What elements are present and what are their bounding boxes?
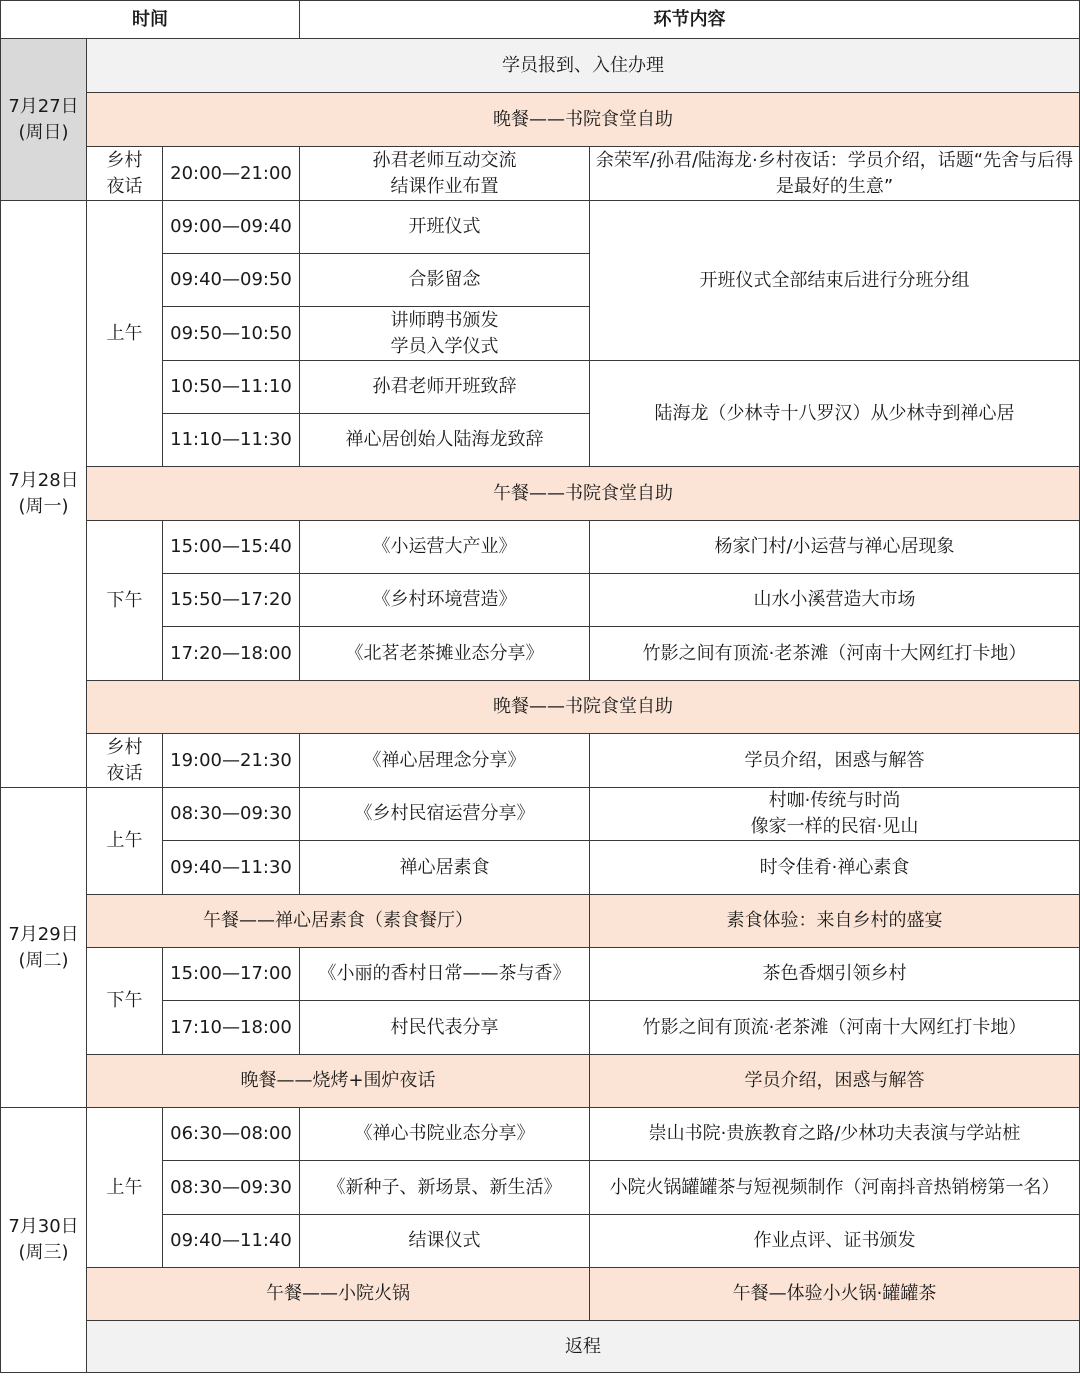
session-label: 上午 [87, 201, 163, 467]
return-row: 返程 [87, 1321, 1080, 1373]
topic-cell: 《北茗老茶摊业态分享》 [300, 627, 590, 681]
time-cell: 09:50—10:50 [163, 307, 300, 361]
time-cell: 09:40—11:40 [163, 1215, 300, 1268]
content-cell: 余荣军/孙君/陆海龙·乡村夜话：学员介绍，话题“先舍与后得是最好的生意” [590, 147, 1080, 201]
lunch-content: 素食体验：来自乡村的盛宴 [590, 895, 1080, 948]
content-cell: 竹影之间有顶流·老茶滩（河南十大网红打卡地） [590, 627, 1080, 681]
dinner-content: 学员介绍，困惑与解答 [590, 1055, 1080, 1108]
content-cell: 时令佳肴·禅心素食 [590, 841, 1080, 895]
time-cell: 20:00—21:00 [163, 147, 300, 201]
time-cell: 06:30—08:00 [163, 1108, 300, 1161]
date-jul30: 7月30日 (周三) [1, 1108, 87, 1373]
content-cell: 小院火锅罐罐茶与短视频制作（河南抖音热销榜第一名） [590, 1161, 1080, 1215]
time-cell: 15:00—15:40 [163, 521, 300, 574]
lunch-row: 午餐——禅心居素食（素食餐厅） [87, 895, 590, 948]
time-cell: 09:40—09:50 [163, 254, 300, 307]
dinner-row: 晚餐——书院食堂自助 [87, 681, 1080, 734]
topic-cell: 《乡村环境营造》 [300, 574, 590, 627]
time-cell: 15:00—17:00 [163, 948, 300, 1001]
lunch-row: 午餐——书院食堂自助 [87, 467, 1080, 521]
topic-cell: 《小丽的香村日常——茶与香》 [300, 948, 590, 1001]
time-cell: 19:00—21:30 [163, 734, 300, 788]
session-label: 下午 [87, 521, 163, 681]
topic-cell: 禅心居素食 [300, 841, 590, 895]
checkin-row: 学员报到、入住办理 [87, 39, 1080, 93]
header-content: 环节内容 [300, 1, 1080, 39]
content-cell: 陆海龙（少林寺十八罗汉）从少林寺到禅心居 [590, 361, 1080, 467]
topic-cell: 《禅心居理念分享》 [300, 734, 590, 788]
session-label: 上午 [87, 1108, 163, 1268]
content-cell: 茶色香烟引领乡村 [590, 948, 1080, 1001]
date-jul29: 7月29日 (周二) [1, 788, 87, 1108]
content-cell: 村咖·传统与时尚 像家一样的民宿·见山 [590, 788, 1080, 841]
topic-cell: 孙君老师开班致辞 [300, 361, 590, 414]
topic-cell: 《乡村民宿运营分享》 [300, 788, 590, 841]
session-label: 乡村 夜话 [87, 147, 163, 201]
time-cell: 08:30—09:30 [163, 788, 300, 841]
lunch-content: 午餐—体验小火锅·罐罐茶 [590, 1268, 1080, 1321]
topic-cell: 讲师聘书颁发 学员入学仪式 [300, 307, 590, 361]
dinner-row: 晚餐——书院食堂自助 [87, 93, 1080, 147]
topic-cell: 《禅心书院业态分享》 [300, 1108, 590, 1161]
topic-cell: 《新种子、新场景、新生活》 [300, 1161, 590, 1215]
topic-cell: 禅心居创始人陆海龙致辞 [300, 414, 590, 467]
topic-cell: 开班仪式 [300, 201, 590, 254]
time-cell: 09:00—09:40 [163, 201, 300, 254]
date-jul28: 7月28日 (周一) [1, 201, 87, 788]
time-cell: 10:50—11:10 [163, 361, 300, 414]
lunch-row: 午餐——小院火锅 [87, 1268, 590, 1321]
topic-cell: 《小运营大产业》 [300, 521, 590, 574]
time-cell: 08:30—09:30 [163, 1161, 300, 1215]
content-cell: 开班仪式全部结束后进行分班分组 [590, 201, 1080, 361]
time-cell: 15:50—17:20 [163, 574, 300, 627]
time-cell: 11:10—11:30 [163, 414, 300, 467]
content-cell: 竹影之间有顶流·老茶滩（河南十大网红打卡地） [590, 1001, 1080, 1055]
time-cell: 17:20—18:00 [163, 627, 300, 681]
date-jul27: 7月27日 (周日) [1, 39, 87, 201]
session-label: 下午 [87, 948, 163, 1055]
session-label: 乡村 夜话 [87, 734, 163, 788]
topic-cell: 孙君老师互动交流 结课作业布置 [300, 147, 590, 201]
content-cell: 杨家门村/小运营与禅心居现象 [590, 521, 1080, 574]
content-cell: 崇山书院·贵族教育之路/少林功夫表演与学站桩 [590, 1108, 1080, 1161]
session-label: 上午 [87, 788, 163, 895]
topic-cell: 村民代表分享 [300, 1001, 590, 1055]
topic-cell: 合影留念 [300, 254, 590, 307]
time-cell: 17:10—18:00 [163, 1001, 300, 1055]
content-cell: 学员介绍，困惑与解答 [590, 734, 1080, 788]
content-cell: 作业点评、证书颁发 [590, 1215, 1080, 1268]
dinner-row: 晚餐——烧烤+围炉夜话 [87, 1055, 590, 1108]
content-cell: 山水小溪营造大市场 [590, 574, 1080, 627]
topic-cell: 结课仪式 [300, 1215, 590, 1268]
time-cell: 09:40—11:30 [163, 841, 300, 895]
header-time: 时间 [1, 1, 300, 39]
